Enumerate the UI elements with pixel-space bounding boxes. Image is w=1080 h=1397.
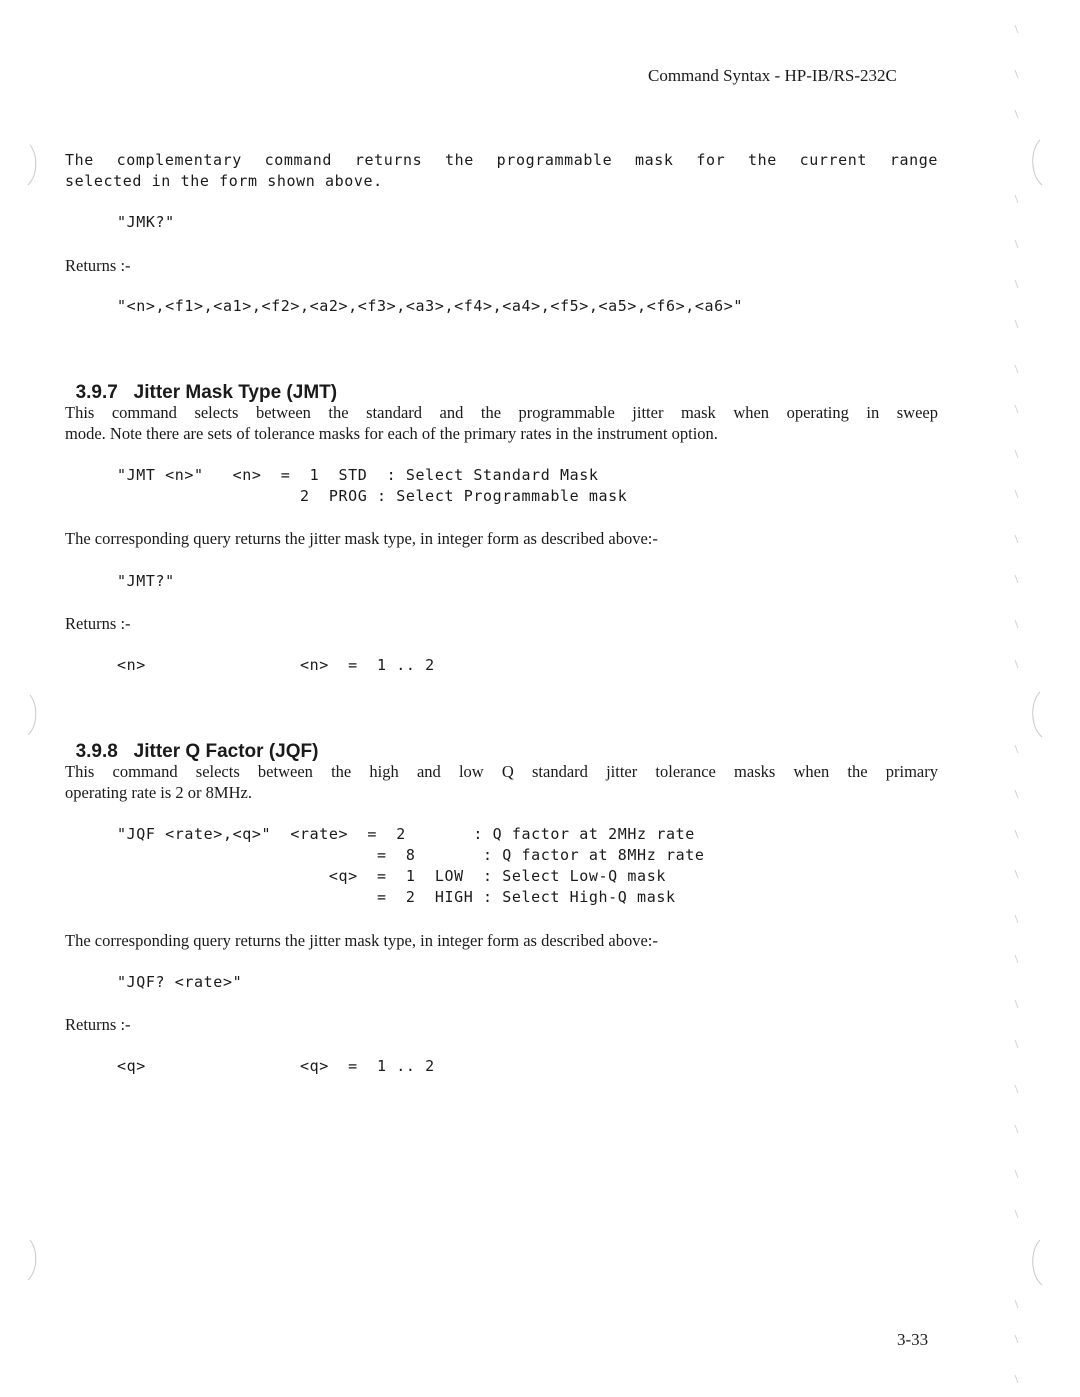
- jqf-syntax-row: <q> = 1 LOW : Select Low-Q mask: [117, 867, 666, 885]
- jqf-syntax-row: "JQF <rate>,<q>" <rate> = 2 : Q factor at 2MHz rate: [117, 825, 695, 843]
- jmt-query-text: The corresponding query returns the jitter mask type, in integer form as described above:-: [65, 529, 658, 548]
- running-header: Command Syntax - HP-IB/RS-232C: [648, 66, 897, 85]
- jmk-returns-value: "<n>,<f1>,<a1>,<f2>,<a2>,<f3>,<a3>,<f4>,<a4>,<f5>,<a5>,<f6>,<a6>": [117, 297, 743, 315]
- jmt-paragraph-line-2: mode. Note there are sets of tolerance masks for each of the primary rates in the instrument option.: [65, 424, 718, 443]
- binding-hole-mark: [28, 1240, 36, 1280]
- jmk-query-command: "JMK?": [117, 213, 175, 231]
- jqf-paragraph-line-1: This command selects between the high and low Q standard jitter tolerance masks when the primary: [65, 762, 938, 781]
- section-title: Jitter Mask Type (JMT): [133, 382, 338, 403]
- jqf-query-command: "JQF? <rate>": [117, 973, 243, 991]
- intro-line-1: The complementary command returns the programmable mask for the current range: [65, 151, 938, 169]
- page-number: 3-33: [897, 1330, 929, 1349]
- binding-hole-mark: [1033, 140, 1042, 185]
- binding-hole-mark: [28, 695, 36, 735]
- jqf-syntax-row: = 2 HIGH : Select High-Q mask: [117, 888, 676, 906]
- jqf-paragraph-line-2: operating rate is 2 or 8MHz.: [65, 783, 252, 802]
- jmt-syntax-row: 2 PROG : Select Programmable mask: [117, 487, 628, 505]
- jmk-returns-label: Returns :-: [65, 256, 131, 275]
- binding-hole-mark: [28, 145, 36, 185]
- intro-line-2: selected in the form shown above.: [65, 172, 383, 190]
- jqf-returns-label: Returns :-: [65, 1015, 131, 1034]
- section-title: Jitter Q Factor (JQF): [133, 741, 319, 762]
- jmt-paragraph-line-1: This command selects between the standard and the programmable jitter mask when operating in sweep: [65, 403, 938, 422]
- jmt-syntax-row: "JMT <n>" <n> = 1 STD : Select Standard Mask: [117, 466, 599, 484]
- jmt-returns-label: Returns :-: [65, 614, 131, 633]
- section-heading-jqf: [65, 716, 318, 764]
- section-number: 3.9.7: [75, 382, 118, 403]
- section-heading-jmt: [65, 357, 337, 405]
- jqf-returns-row: <q> <q> = 1 .. 2: [117, 1057, 435, 1075]
- section-number: 3.9.8: [75, 741, 118, 762]
- binding-hole-mark: [1033, 692, 1042, 737]
- jmt-query-command: "JMT?": [117, 572, 175, 590]
- jqf-query-text: The corresponding query returns the jitter mask type, in integer form as described above:-: [65, 931, 658, 950]
- jqf-syntax-row: = 8 : Q factor at 8MHz rate: [117, 846, 705, 864]
- jmt-returns-row: <n> <n> = 1 .. 2: [117, 656, 435, 674]
- binding-hole-mark: [1033, 1240, 1042, 1285]
